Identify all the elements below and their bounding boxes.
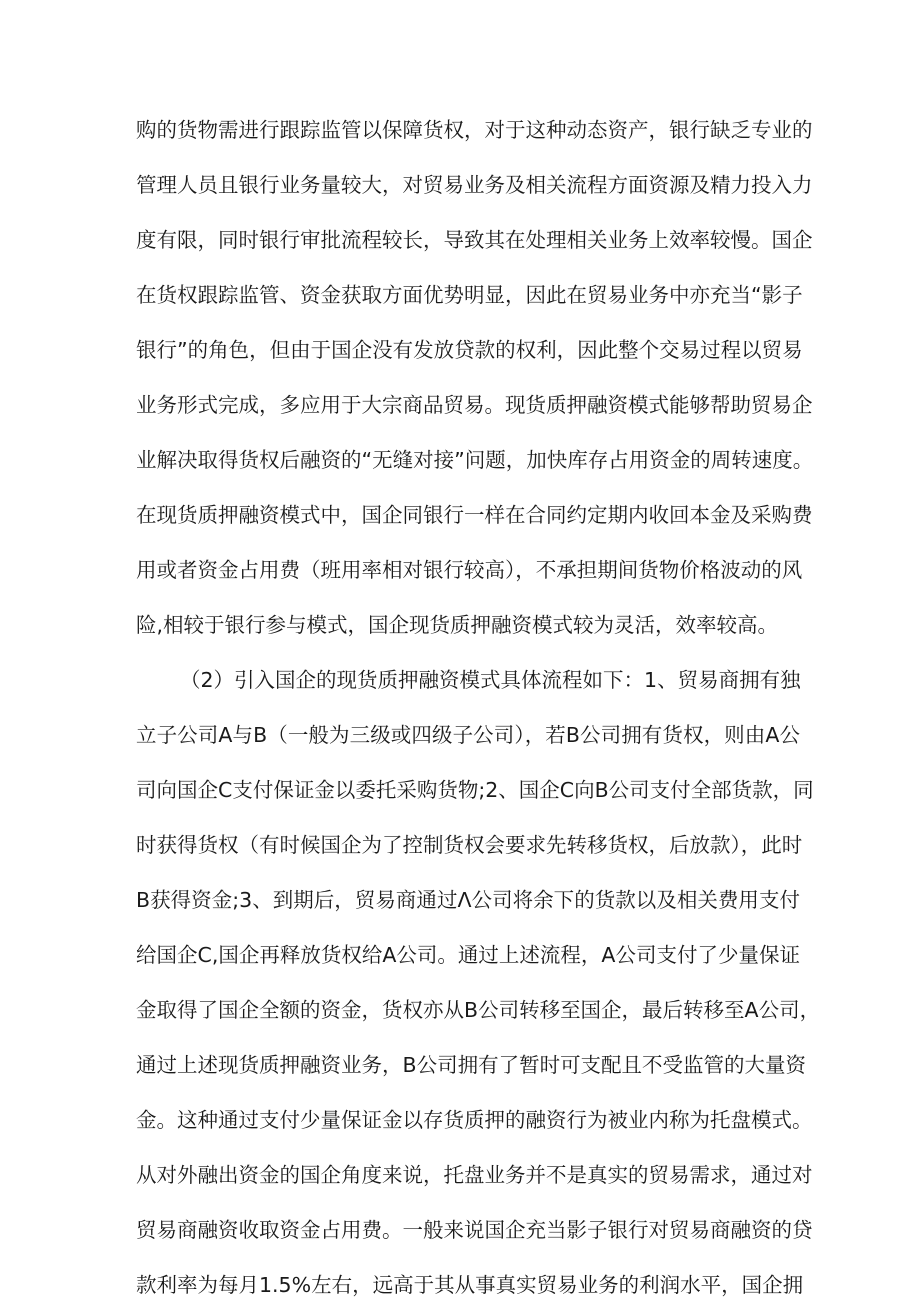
text-line: 从对外融出资金的国企角度来说，托盘业务并不是真实的贸易需求，通过对 (136, 1163, 813, 1187)
text-line: 业务形式完成，多应用于大宗商品贸易。现货质押融资模式能够帮助贸易企 (136, 393, 813, 417)
text-line: （2）引入国企的现货质押融资模式具体流程如下：1、贸易商拥有独 (180, 668, 801, 692)
text-line: 在现货质押融资模式中，国企同银行一样在合同约定期内收回本金及采购费 (136, 503, 813, 527)
text-line: 在货权跟踪监管、资金获取方面优势明显，因此在贸易业务中亦充当“影子 (136, 283, 803, 307)
text-line: 给国企C,国企再释放货权给A公司。通过上述流程，A公司支付了少量保证 (136, 943, 800, 967)
text-line: 立子公司A与B（一般为三级或四级子公司），若B公司拥有货权，则由A公 (136, 723, 800, 747)
text-line: 贸易商融资收取资金占用费。一般来说国企充当影子银行对贸易商融资的贷 (136, 1218, 813, 1242)
text-line: 款利率为每月1.5%左右，远高于其从事真实贸易业务的利润水平，国企拥 (136, 1273, 804, 1297)
text-line: 购的货物需进行跟踪监管以保障货权，对于这种动态资产，银行缺乏专业的 (136, 118, 813, 142)
text-line: 司向国企C支付保证金以委托采购货物;2、国企C向B公司支付全部货款，同 (136, 778, 814, 802)
text-line: 金取得了国企全额的资金，货权亦从B公司转移至国企，最后转移至A公司， (136, 998, 821, 1022)
text-line: 银行”的角色，但由于国企没有发放贷款的权利，因此整个交易过程以贸易 (136, 338, 803, 362)
text-line: 度有限，同时银行审批流程较长，导致其在处理相关业务上效率较慢。国企 (136, 228, 813, 252)
text-line: 用或者资金占用费（班用率相对银行较高），不承担期间货物价格波动的风 (136, 558, 803, 582)
text-line: 通过上述现货质押融资业务，B公司拥有了暂时可支配且不受监管的大量资 (136, 1053, 807, 1077)
text-line: 管理人员且银行业务量较大，对贸易业务及相关流程方面资源及精力投入力 (136, 173, 813, 197)
text-line: 险,相较于银行参与模式，国企现货质押融资模式较为灵活，效率较高。 (136, 613, 779, 637)
text-line: 时获得货权（有时候国企为了控制货权会要求先转移货权，后放款），此时 (136, 833, 803, 857)
text-line: B获得资金;3、到期后，贸易商通过Λ公司将余下的货款以及相关费用支付 (136, 888, 800, 912)
text-line: 金。这种通过支付少量保证金以存货质押的融资行为被业内称为托盘模式。 (136, 1108, 813, 1132)
text-line: 业解决取得货权后融资的“无缝对接”问题，加快库存占用资金的周转速度。 (136, 448, 814, 472)
